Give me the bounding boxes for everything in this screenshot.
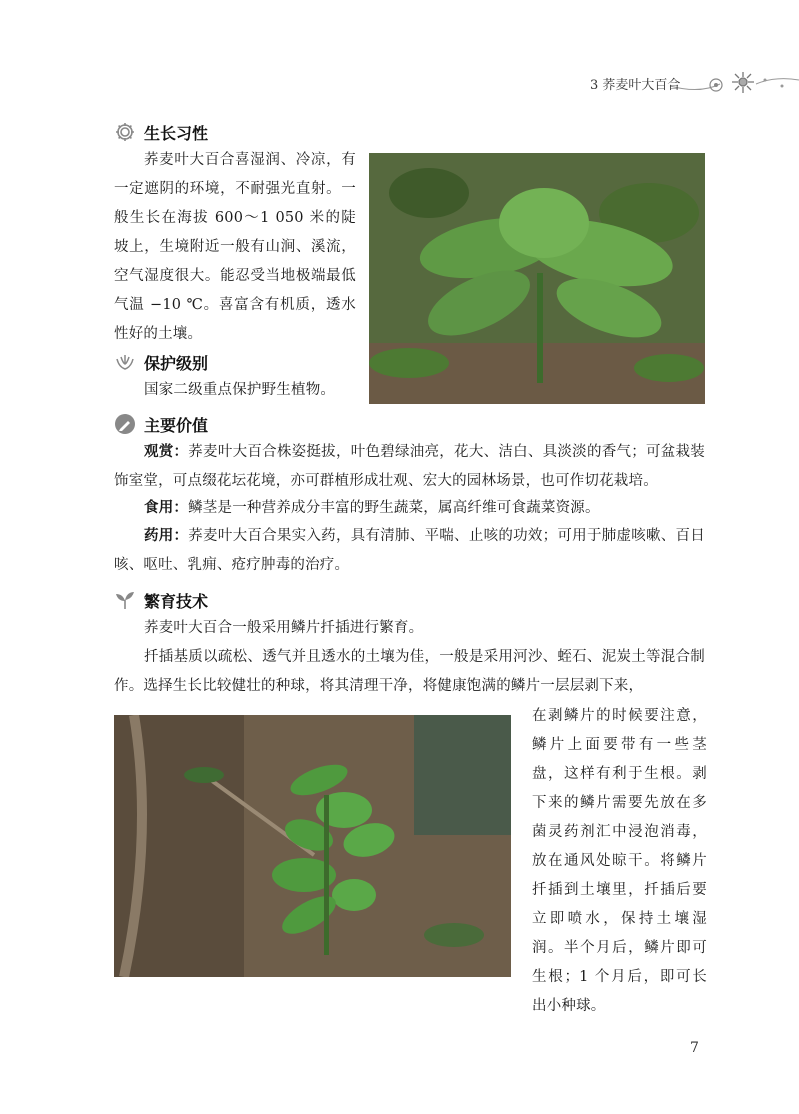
value-edible [114, 494, 705, 523]
value-text: 荞麦叶大百合果实入药，具有清肺、平喘、止咳的功效；可用于肺虚咳嗽、百日咳、呕吐、乳痈、疮疗肿毒的治疗。 [114, 528, 705, 573]
running-header [560, 72, 799, 98]
pencil-icon [114, 413, 136, 435]
value-lead: 药用： [144, 528, 189, 544]
section-title-label: 保护级别 [144, 353, 209, 373]
hands-leaf-icon [114, 351, 136, 373]
protection-text: 国家二级重点保护野生植物。 [144, 382, 336, 398]
value-lead: 观赏： [144, 444, 189, 460]
value-lead: 食用： [144, 500, 189, 516]
sprout-icon [114, 589, 136, 611]
page-number: 7 [690, 1040, 699, 1056]
chapter-title: 3 荞麦叶大百合 [590, 78, 681, 93]
plant-photo-lower [114, 715, 511, 977]
plant-forest-floor-illustration [114, 715, 511, 977]
value-medicinal [114, 522, 705, 580]
growth-text: 荞麦叶大百合喜湿润、冷凉，有一定遮阴的环境，不耐强光直射。一般生长在海拔 600～1 050 米的陡坡上，生境附近一般有山涧、溪流，空气湿度很大。能忍受当地极端最低气温 −10 ℃。喜富含有机质，透水性好的土壤。 [114, 152, 356, 342]
section-title-propagation [114, 588, 208, 612]
section-title-growth [114, 120, 208, 144]
section-title-protection [114, 350, 208, 374]
section-title-label: 繁育技术 [144, 591, 209, 611]
value-text: 荞麦叶大百合株姿挺拔，叶色碧绿油亮，花大、洁白、具淡淡的香气；可盆栽装饰室堂，可点缀花坛花境，亦可群植形成壮观、宏大的园林场景，也可作切花栽培。 [114, 444, 705, 489]
value-ornamental [114, 438, 705, 496]
section-title-label: 生长习性 [144, 123, 209, 143]
plant-photo-upper [369, 153, 705, 404]
gear-icon [114, 121, 136, 143]
section-title-label: 主要价值 [144, 415, 209, 435]
section-title-value [114, 412, 208, 436]
propagation-intro: 荞麦叶大百合一般采用鳞片扦插进行繁育。 [144, 620, 424, 636]
value-text: 鳞茎是一种营养成分丰富的野生蔬菜，属高纤维可食蔬菜资源。 [188, 500, 600, 516]
propagation-text: 扦插基质以疏松、透气并且透水的土壤为佳，一般是采用河沙、蛭石、泥炭土等混合制作。选择生长比较健壮的种球，将其清理干净，将健康饱满的鳞片一层层剥下来， [114, 649, 705, 694]
propagation-text-continued: 在剥鳞片的时候要注意，鳞片上面要带有一些茎盘，这样有利于生根。剥下来的鳞片需要先放在多菌灵药剂汇中浸泡消毒，放在通风处晾干。将鳞片扦插到土壤里，扦插后要立即喷水，保持土壤湿润。半个月后，鳞片即可生根；1 个月后，即可长出小种球。 [532, 708, 707, 1014]
plant-leaves-illustration [369, 153, 705, 404]
